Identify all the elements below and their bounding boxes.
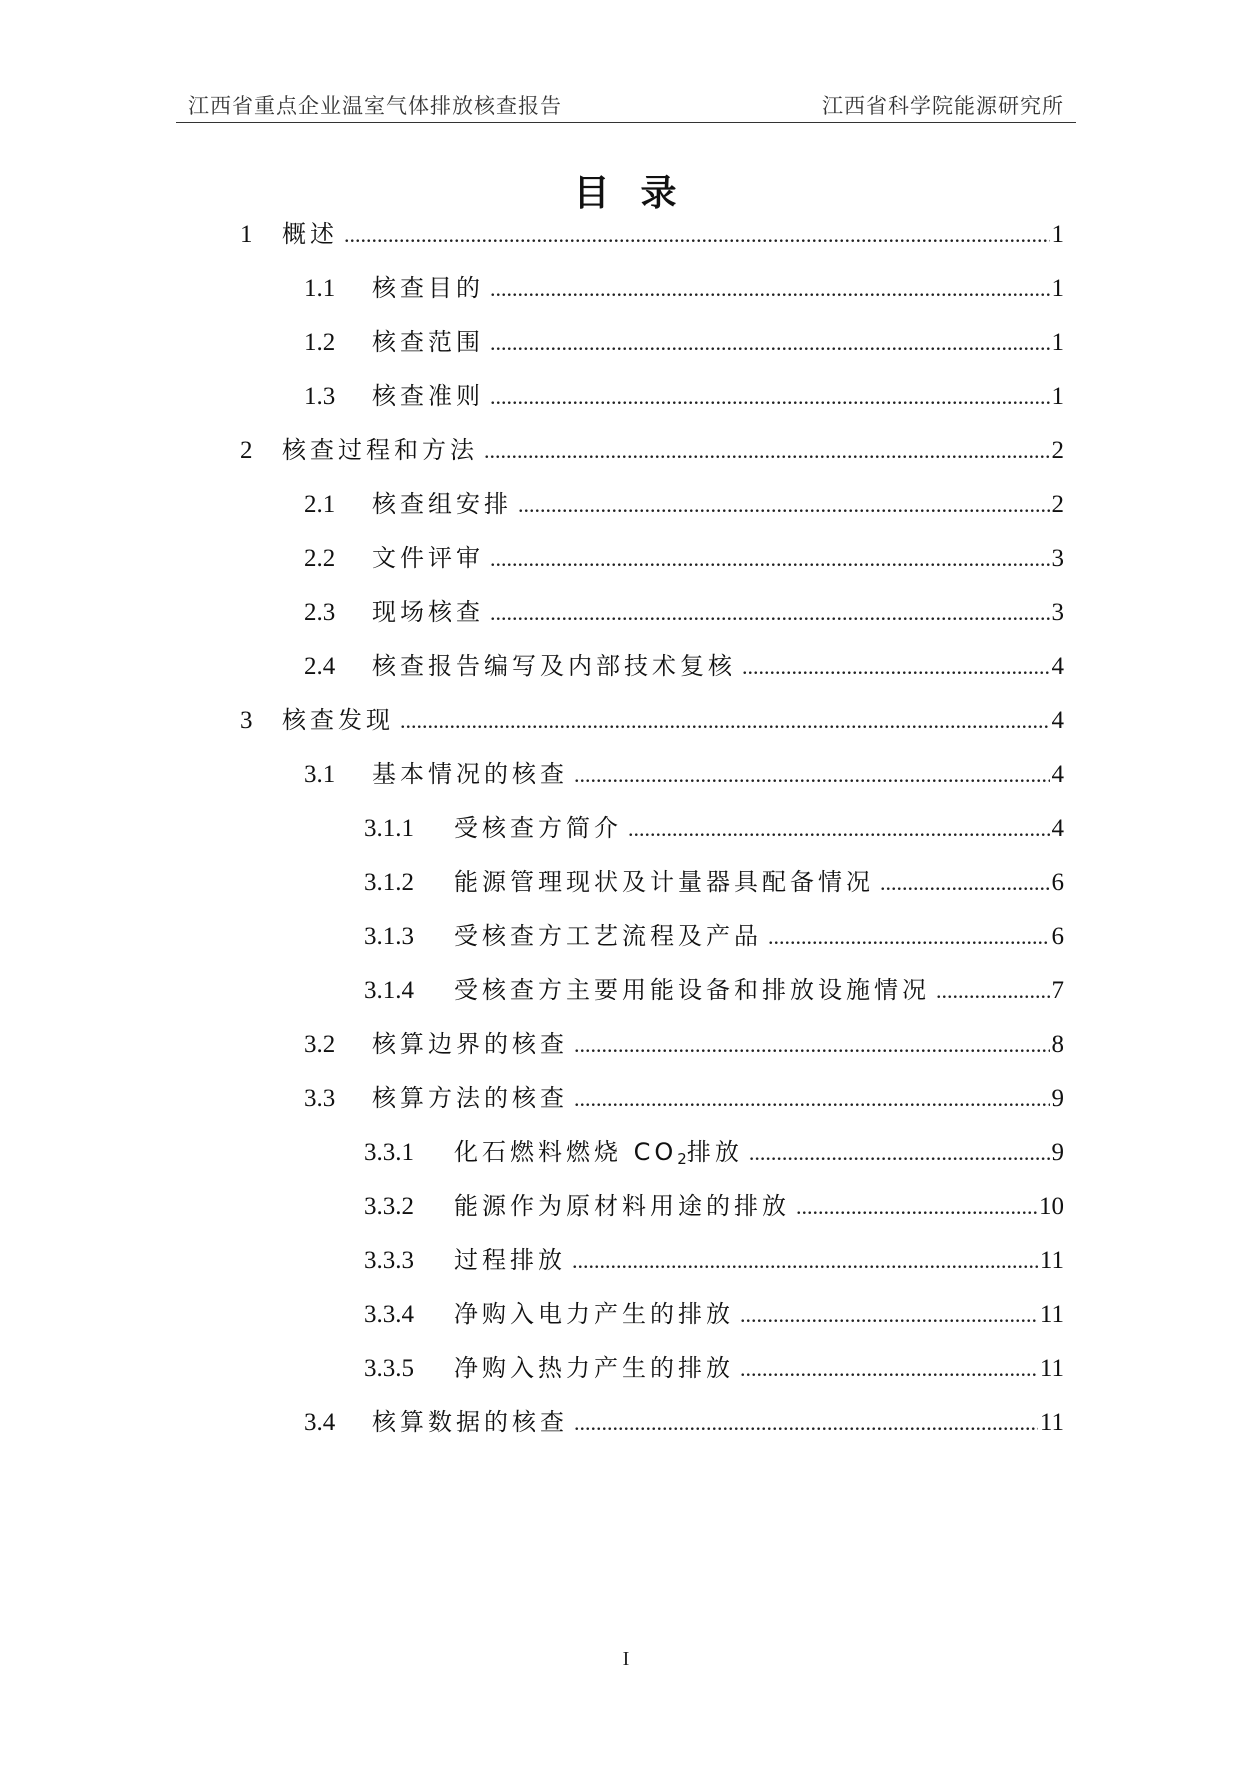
toc-dot-leader bbox=[490, 269, 1050, 309]
toc-title-part-after: 排放 bbox=[686, 1138, 743, 1166]
toc-entry-3-1-1[interactable] bbox=[364, 808, 1064, 848]
toc-dot-leader bbox=[574, 1403, 1038, 1443]
toc-dot-leader bbox=[768, 917, 1050, 957]
toc-dot-leader bbox=[740, 1295, 1038, 1335]
toc-entry-3[interactable] bbox=[240, 700, 1064, 740]
toc-entry-3-1-4[interactable] bbox=[364, 970, 1064, 1010]
toc-entry-page: 6 bbox=[1051, 923, 1064, 950]
toc-dot-leader bbox=[400, 701, 1050, 741]
toc-entry-page: 7 bbox=[1051, 977, 1064, 1004]
toc-entry-title: 核查组安排 bbox=[372, 490, 512, 518]
toc-entry-page: 4 bbox=[1051, 761, 1064, 788]
toc-entry-3-3[interactable] bbox=[304, 1078, 1064, 1118]
toc-entry-2-3[interactable] bbox=[304, 592, 1064, 632]
toc-title: 目 录 bbox=[573, 173, 679, 214]
toc-dot-leader bbox=[490, 323, 1050, 363]
toc-dot-leader bbox=[344, 215, 1050, 255]
toc-entry-page: 3 bbox=[1051, 599, 1064, 626]
toc-entry-number: 3.1.2 bbox=[364, 869, 414, 896]
toc-entry-number: 2.1 bbox=[304, 491, 336, 518]
toc-entry-title: 能源作为原材料用途的排放 bbox=[454, 1192, 790, 1220]
toc-dot-leader bbox=[490, 593, 1050, 633]
toc-entry-page: 3 bbox=[1051, 545, 1064, 572]
toc-entry-3-2[interactable] bbox=[304, 1024, 1064, 1064]
toc-entry-2-1[interactable] bbox=[304, 484, 1064, 524]
toc-entry-3-1-2[interactable] bbox=[364, 862, 1064, 902]
toc-entry-page: 2 bbox=[1051, 491, 1064, 518]
toc-entry-number: 3.1.3 bbox=[364, 923, 414, 950]
toc-entry-page: 9 bbox=[1051, 1139, 1064, 1166]
toc-entry-page: 1 bbox=[1051, 383, 1064, 410]
toc-entry-number: 1.3 bbox=[304, 383, 336, 410]
toc-entry-number: 2.2 bbox=[304, 545, 336, 572]
toc-entry-1[interactable] bbox=[240, 214, 1064, 254]
toc-dot-leader bbox=[574, 1025, 1050, 1065]
toc-dot-leader bbox=[740, 1349, 1038, 1389]
toc-dot-leader bbox=[628, 809, 1050, 849]
toc-dot-leader bbox=[490, 539, 1050, 579]
toc-entry-1-1[interactable] bbox=[304, 268, 1064, 308]
toc-entry-number: 3.1 bbox=[304, 761, 336, 788]
toc-entry-title: 核查发现 bbox=[282, 706, 394, 734]
page-number: I bbox=[622, 1648, 630, 1670]
toc-entry-page: 4 bbox=[1051, 707, 1064, 734]
toc-entry-page: 2 bbox=[1051, 437, 1064, 464]
toc-entry-number: 3.3.1 bbox=[364, 1139, 414, 1166]
toc-dot-leader bbox=[484, 431, 1050, 471]
toc-entry-2-2[interactable] bbox=[304, 538, 1064, 578]
toc-entry-page: 11 bbox=[1039, 1409, 1064, 1436]
toc-entry-3-3-2[interactable] bbox=[364, 1186, 1064, 1226]
toc-entry-title bbox=[454, 1132, 743, 1179]
toc-title-part-before: 化石燃料燃烧 CO bbox=[454, 1138, 678, 1166]
toc-entry-title: 受核查方工艺流程及产品 bbox=[454, 922, 762, 950]
toc-entry-page: 4 bbox=[1051, 815, 1064, 842]
toc-dot-leader bbox=[742, 647, 1050, 687]
toc-entry-title: 过程排放 bbox=[454, 1246, 566, 1274]
toc-entry-number: 3.3.2 bbox=[364, 1193, 414, 1220]
toc-entry-3-1[interactable] bbox=[304, 754, 1064, 794]
toc-entry-page: 10 bbox=[1039, 1193, 1064, 1220]
toc-entry-title: 核查目的 bbox=[372, 274, 484, 302]
toc-entry-title: 现场核查 bbox=[372, 598, 484, 626]
toc-dot-leader bbox=[574, 755, 1050, 795]
toc-entry-3-3-1[interactable] bbox=[364, 1132, 1064, 1172]
toc-entry-number: 3.3.3 bbox=[364, 1247, 414, 1274]
toc-dot-leader bbox=[572, 1241, 1038, 1281]
toc-entry-number: 3.3.4 bbox=[364, 1301, 414, 1328]
toc-entry-title: 核查范围 bbox=[372, 328, 484, 356]
toc-entry-number: 3.4 bbox=[304, 1409, 336, 1436]
toc-entry-3-3-4[interactable] bbox=[364, 1294, 1064, 1334]
subscript-two: 2 bbox=[677, 1150, 687, 1168]
toc-entry-page: 4 bbox=[1051, 653, 1064, 680]
toc-entry-number: 3.2 bbox=[304, 1031, 336, 1058]
toc-entry-page: 11 bbox=[1039, 1247, 1064, 1274]
toc-entry-title: 核查报告编写及内部技术复核 bbox=[372, 652, 736, 680]
toc-entry-number: 1.2 bbox=[304, 329, 336, 356]
toc-entry-page: 1 bbox=[1051, 221, 1064, 248]
toc-entry-page: 9 bbox=[1051, 1085, 1064, 1112]
toc-entry-3-1-3[interactable] bbox=[364, 916, 1064, 956]
toc-entry-title: 核算数据的核查 bbox=[372, 1408, 568, 1436]
toc-entry-page: 1 bbox=[1051, 329, 1064, 356]
toc-entry-2-4[interactable] bbox=[304, 646, 1064, 686]
toc-entry-page: 8 bbox=[1051, 1031, 1064, 1058]
toc-entry-number: 2.4 bbox=[304, 653, 336, 680]
toc-entry-number: 1 bbox=[240, 221, 253, 248]
header-institute-name: 江西省科学院能源研究所 bbox=[822, 94, 1064, 118]
toc-entry-number: 3.1.1 bbox=[364, 815, 414, 842]
toc-dot-leader bbox=[749, 1133, 1050, 1173]
toc-entry-title: 净购入热力产生的排放 bbox=[454, 1354, 734, 1382]
toc-entry-title: 核查准则 bbox=[372, 382, 484, 410]
toc-entry-title: 受核查方主要用能设备和排放设施情况 bbox=[454, 976, 930, 1004]
toc-entry-page: 11 bbox=[1039, 1301, 1064, 1328]
toc-entry-1-2[interactable] bbox=[304, 322, 1064, 362]
toc-entry-3-3-5[interactable] bbox=[364, 1348, 1064, 1388]
toc-dot-leader bbox=[880, 863, 1050, 903]
toc-entry-number: 1.1 bbox=[304, 275, 336, 302]
toc-entry-title: 核查过程和方法 bbox=[282, 436, 478, 464]
toc-dot-leader bbox=[574, 1079, 1050, 1119]
toc-entry-number: 3.3.5 bbox=[364, 1355, 414, 1382]
toc-entry-3-4[interactable] bbox=[304, 1402, 1064, 1442]
toc-entry-1-3[interactable] bbox=[304, 376, 1064, 416]
toc-entry-title: 基本情况的核查 bbox=[372, 760, 568, 788]
toc-entry-title: 核算边界的核查 bbox=[372, 1030, 568, 1058]
toc-entry-number: 3.1.4 bbox=[364, 977, 414, 1004]
header-report-title: 江西省重点企业温室气体排放核查报告 bbox=[188, 94, 562, 118]
toc-entry-number: 3 bbox=[240, 707, 253, 734]
toc-dot-leader bbox=[796, 1187, 1037, 1227]
toc-entry-title: 能源管理现状及计量器具配备情况 bbox=[454, 868, 874, 896]
toc-dot-leader bbox=[490, 377, 1050, 417]
toc-dot-leader bbox=[518, 485, 1050, 525]
toc-entry-page: 1 bbox=[1051, 275, 1064, 302]
toc-entry-title: 概述 bbox=[282, 220, 338, 248]
toc-entry-number: 2 bbox=[240, 437, 253, 464]
toc-entry-2[interactable] bbox=[240, 430, 1064, 470]
toc-entry-page: 11 bbox=[1039, 1355, 1064, 1382]
toc-entry-title: 受核查方简介 bbox=[454, 814, 622, 842]
toc-entry-title: 核算方法的核查 bbox=[372, 1084, 568, 1112]
toc-dot-leader bbox=[936, 971, 1050, 1011]
toc-entry-3-3-3[interactable] bbox=[364, 1240, 1064, 1280]
toc-entry-number: 3.3 bbox=[304, 1085, 336, 1112]
toc-entry-page: 6 bbox=[1051, 869, 1064, 896]
toc-entry-title: 文件评审 bbox=[372, 544, 484, 572]
toc-entry-number: 2.3 bbox=[304, 599, 336, 626]
toc-entry-title: 净购入电力产生的排放 bbox=[454, 1300, 734, 1328]
